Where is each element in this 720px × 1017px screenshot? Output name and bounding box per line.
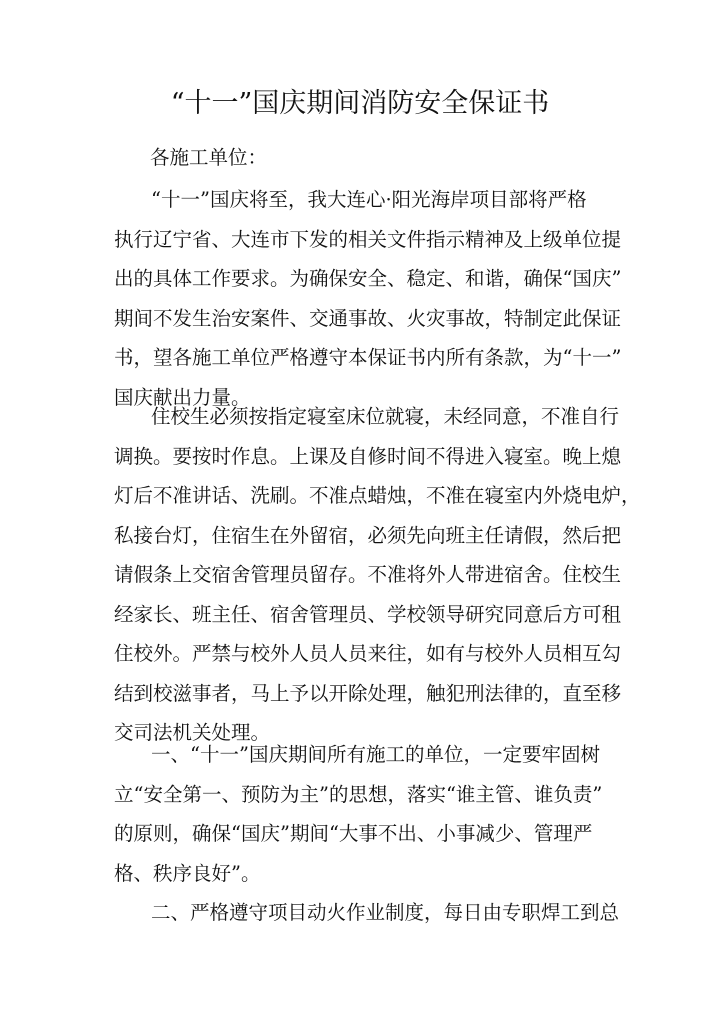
paragraph-line: 一、“十一”国庆期间所有施工的单位，一定要牢固树 (151, 743, 600, 766)
document-title: “十一”国庆期间消防安全保证书 (170, 88, 550, 119)
paragraph-line: 国庆献出力量。 (114, 385, 251, 409)
paragraph-item-two (114, 893, 634, 933)
paragraph-intro (114, 180, 634, 417)
paragraph-line: 请假条上交宿舍管理员留存。不准将外人带进宿舍。住校生 (114, 563, 622, 586)
paragraph-item-one (114, 735, 634, 893)
paragraph-line: 执行辽宁省、大连市下发的相关文件指示精神及上级单位提 (114, 227, 622, 251)
paragraph-line: 二、严格遵守项目动火作业制度，每日由专职焊工到总 (151, 901, 620, 924)
paragraph-line: 结到校滋事者，马上予以开除处理，触犯刑法律的，直至移 (114, 681, 622, 705)
paragraph-line: 经家长、班主任、宿舍管理员、学校领导研究同意后方可租 (114, 602, 622, 626)
paragraph-line: 的原则，确保“国庆”期间“大事不出、小事减少、管理严 (114, 822, 593, 845)
paragraph-line: 立“安全第一、预防为主”的思想，落实“谁主管、谁负责” (114, 782, 603, 806)
paragraph-line: 私接台灯，住宿生在外留宿，必须先向班主任请假，然后把 (114, 523, 622, 547)
paragraph-line: 灯后不准讲话、洗刷。不准点蜡烛，不准在寝室内外烧电炉， (114, 484, 641, 507)
salutation: 各施工单位： (150, 146, 268, 169)
paragraph-line: 书，望各施工单位严格遵守本保证书内所有条款，为“十一” (114, 346, 622, 369)
paragraph-line: “十一”国庆将至，我大连心·阳光海岸项目部将严格 (151, 188, 587, 211)
paragraph-line: 交司法机关处理。 (114, 721, 271, 744)
paragraph-line: 住校外。严禁与校外人员人员来往，如有与校外人员相互勾 (114, 642, 622, 665)
paragraph-line: 格、秩序良好”。 (114, 861, 261, 885)
paragraph-line: 期间不发生治安案件、交通事故、火灾事故，特制定此保证 (114, 306, 622, 330)
paragraph-dormitory-rules (114, 397, 641, 753)
paragraph-line: 出的具体工作要求。为确保安全、稳定、和谐，确保“国庆” (114, 267, 622, 290)
paragraph-line: 住校生必须按指定寝室床位就寝，未经同意，不准自行 (151, 405, 620, 428)
paragraph-line: 调换。要按时作息。上课及自修时间不得进入寝室。晚上熄 (114, 444, 622, 468)
